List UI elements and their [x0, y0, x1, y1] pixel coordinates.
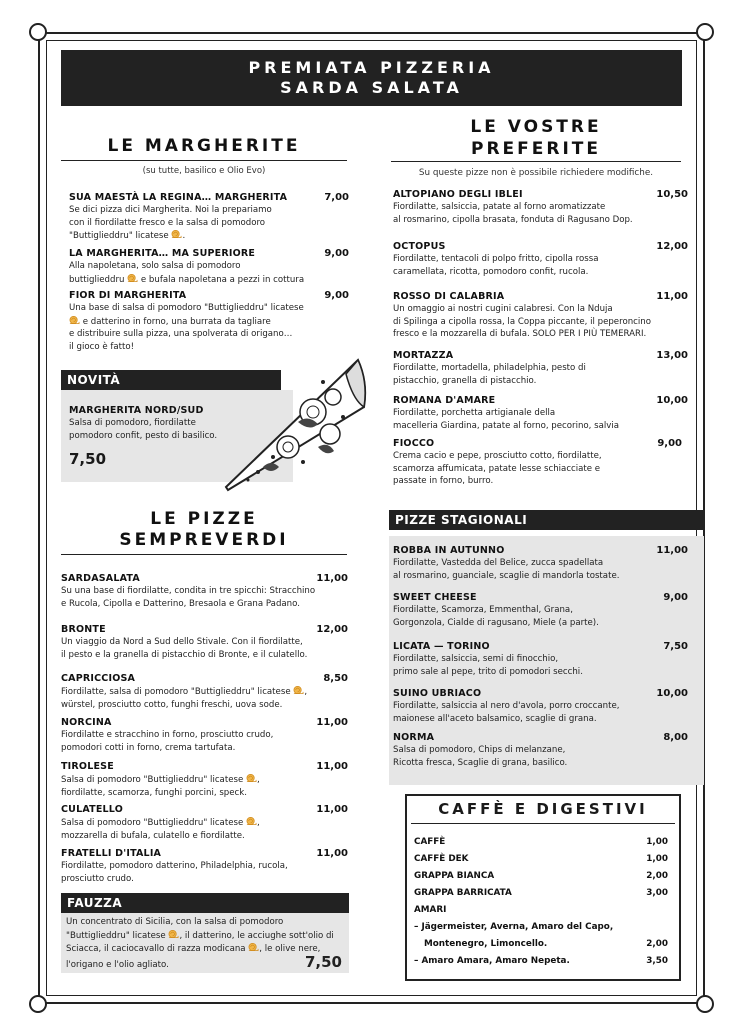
- list-item: [393, 291, 688, 341]
- item-description: Alla napoletana, solo salsa di pomodoro buttiglieddru e bufala napoletana a pezzi in cottura: [69, 261, 305, 285]
- list-item: [393, 350, 688, 387]
- item-price: 8,50: [323, 673, 348, 684]
- item-name: LA MARGHERITA… MA SUPERIORE: [69, 248, 256, 259]
- divider: [61, 160, 347, 161]
- list-item: – Jägermeister, Averna, Amaro del Capo,: [414, 922, 614, 932]
- item-description: Crema cacio e pepe, prosciutto cotto, fiordilatte, scamorza affumicata, patate lesse schiacciate e passate in forno, burro.: [393, 451, 602, 487]
- margherite-note: (su tutte, basilico e Olio Evo): [142, 166, 266, 176]
- header-line2: SARDA SALATA: [280, 78, 463, 97]
- item-description: Fiordilatte, mortadella, philadelphia, pesto di pistacchio, granella di pistacchio.: [393, 363, 586, 386]
- divider: [391, 161, 681, 162]
- item-price: 7,50: [69, 450, 107, 469]
- list-item: [393, 395, 688, 432]
- item-name: ROMANA D'AMARE: [393, 395, 496, 406]
- item-price: 7,50: [663, 641, 688, 652]
- item-description: Una base di salsa di pomodoro "Buttiglieddru" licatese e datterino in forno, una burrata da tagliare e distribuire sulla pizza, una spolverata di origano… il gioco è fatto!: [69, 303, 304, 352]
- margherite-title: LE MARGHERITE: [107, 136, 301, 156]
- item-price: 13,00: [656, 350, 688, 361]
- list-item: GRAPPA BARRICATA 3,00: [414, 888, 668, 898]
- pizza-slice-illustration: [218, 352, 370, 494]
- item-price: 10,50: [656, 189, 688, 200]
- item-name: CULATELLO: [61, 804, 123, 815]
- item-name: BRONTE: [61, 624, 106, 635]
- list-item: [393, 189, 688, 226]
- list-item: CAFFÈ 1,00: [414, 837, 668, 847]
- item-description: Un viaggio da Nord a Sud dello Stivale. Con il fiordilatte, il pesto e la granella di pistacchio di Bronte, e il culatello.: [61, 637, 308, 660]
- item-name: SARDASALATA: [61, 573, 140, 584]
- list-item: [61, 804, 348, 842]
- item-name: FIOR DI MARGHERITA: [69, 290, 187, 301]
- item-price: 11,00: [316, 804, 348, 815]
- item-name: TIROLESE: [61, 761, 114, 772]
- item-description: Fiordilatte, Vastedda del Belice, zucca spadellata al rosmarino, guanciale, scaglie di mandorla tostate.: [393, 558, 620, 581]
- novita-label: NOVITÀ: [61, 370, 281, 390]
- item-price: 11,00: [316, 573, 348, 584]
- item-price: 11,00: [316, 761, 348, 772]
- snail-icon: [168, 929, 179, 939]
- stagionali-label: PIZZE STAGIONALI: [389, 510, 704, 530]
- item-price: 10,00: [656, 395, 688, 406]
- item-description: Fiordilatte e stracchino in forno, prosciutto crudo, pomodori cotti in forno, crema tartufata.: [61, 730, 274, 753]
- list-item: [393, 641, 688, 678]
- item-name: ROSSO DI CALABRIA: [393, 291, 505, 302]
- divider: [411, 823, 675, 824]
- snail-icon: [127, 273, 138, 283]
- item-description: Fiordilatte, porchetta artigianale della macelleria Giardina, patate al forno, pecorino, salvia: [393, 408, 619, 431]
- item-price: 12,00: [316, 624, 348, 635]
- snail-icon: [246, 816, 257, 826]
- item-description: Fiordilatte, tentacoli di polpo fritto, cipolla rossa caramellata, ricotta, pomodoro confit, rucola.: [393, 254, 599, 277]
- item-price: 10,00: [656, 688, 688, 699]
- list-item: [393, 688, 688, 725]
- item-description: Fiordilatte, salsiccia, semi di finocchio, primo sale al pepe, trito di pomodori secchi.: [393, 654, 583, 677]
- item-name: MORTAZZA: [393, 350, 454, 361]
- item-name: LICATA — TORINO: [393, 641, 490, 652]
- list-item: [61, 673, 348, 711]
- corner-ornament: [29, 23, 47, 41]
- header-line1: PREMIATA PIZZERIA: [248, 58, 495, 77]
- item-description: Fiordilatte, pomodoro datterino, Philadelphia, rucola, prosciutto crudo.: [61, 861, 288, 884]
- item-description: Salsa di pomodoro "Buttiglieddru" licatese , fiordilatte, scamorza, funghi porcini, speck.: [61, 775, 260, 798]
- item-description: Un omaggio ai nostri cugini calabresi. Con la Nduja di Spilinga a cipolla rossa, la Coppa piccante, il peperoncino fresco e la mozzarella di bufala. SOLO PER I PIÙ TEMERARI.: [393, 304, 651, 340]
- list-item: [61, 624, 348, 661]
- item-description: Fiordilatte, Scamorza, Emmenthal, Grana, Gorgonzola, Cialde di ragusano, Miele (a parte).: [393, 605, 599, 628]
- list-item: [393, 592, 688, 629]
- item-name: NORCINA: [61, 717, 112, 728]
- snail-icon: [248, 942, 259, 952]
- list-item: [61, 717, 348, 754]
- item-price: 7,00: [324, 192, 349, 203]
- item-price: 9,00: [657, 438, 682, 449]
- list-item: [61, 848, 348, 885]
- item-description: Fiordilatte, salsiccia al nero d'avola, porro croccante, maionese all'aceto balsamico, scaglie di grana.: [393, 701, 620, 724]
- fauzza-label: FAUZZA: [61, 893, 349, 913]
- list-item: [69, 248, 349, 286]
- item-price: 11,00: [656, 291, 688, 302]
- item-price: 11,00: [316, 717, 348, 728]
- snail-icon: [69, 315, 80, 325]
- item-price: 7,50: [304, 952, 342, 971]
- item-name: SWEET CHEESE: [393, 592, 477, 603]
- list-item: [61, 573, 348, 610]
- item-price: 9,00: [663, 592, 688, 603]
- divider: [61, 554, 347, 555]
- snail-icon: [171, 229, 182, 239]
- item-price: 11,00: [316, 848, 348, 859]
- item-description: Salsa di pomodoro, fiordilatte pomodoro confit, pesto di basilico.: [69, 418, 218, 441]
- item-name: ALTOPIANO DEGLI IBLEI: [393, 189, 523, 200]
- preferite-note: Su queste pizze non è possibile richiedere modifiche.: [418, 168, 654, 178]
- list-item: [393, 241, 688, 278]
- item-name: MARGHERITA NORD/SUD: [69, 405, 204, 416]
- item-price: 8,00: [663, 732, 688, 743]
- list-item: [61, 761, 348, 799]
- item-price: 9,00: [324, 248, 349, 259]
- item-description: Fiordilatte, salsiccia, patate al forno aromatizzate al rosmarino, cipolla brasata, fonduta di Ragusano Dop.: [393, 202, 633, 225]
- item-name: FIOCCO: [393, 438, 435, 449]
- item-name: CAPRICCIOSA: [61, 673, 136, 684]
- sempreverdi-title-2: SEMPREVERDI: [119, 530, 289, 550]
- menu-header: [61, 50, 682, 106]
- item-price: 12,00: [656, 241, 688, 252]
- item-name: SUA MAESTÀ LA REGINA… MARGHERITA: [69, 192, 288, 203]
- list-item: Montenegro, Limoncello. 2,00: [424, 939, 668, 949]
- list-item: AMARI: [414, 905, 447, 915]
- item-description: Se dici pizza dici Margherita. Noi la prepariamo con il fiordilatte fresco e la salsa di pomodoro "Buttiglieddru" licatese .: [69, 205, 272, 242]
- item-description: Salsa di pomodoro, Chips di melanzane, Ricotta fresca, Scaglie di grana, basilico.: [393, 745, 568, 768]
- sempreverdi-title-1: LE PIZZE: [150, 509, 258, 529]
- list-item: – Amaro Amara, Amaro Nepeta. 3,50: [414, 956, 668, 966]
- item-name: NORMA: [393, 732, 435, 743]
- list-item: [69, 290, 349, 353]
- list-item: [393, 545, 688, 582]
- fauzza-description: Un concentrato di Sicilia, con la salsa di pomodoro "Buttiglieddru" licatese , il datterino, le acciughe sott'olio di Sciacca, il caciocavallo di razza modicana , le olive nere, l'origano e l'olio agliato. 7,50: [66, 917, 342, 971]
- snail-icon: [246, 773, 257, 783]
- corner-ornament: [696, 23, 714, 41]
- item-name: ROBBA IN AUTUNNO: [393, 545, 505, 556]
- item-price: 11,00: [656, 545, 688, 556]
- item-name: FRATELLI D'ITALIA: [61, 848, 162, 859]
- list-item: [393, 438, 688, 488]
- item-name: OCTOPUS: [393, 241, 446, 252]
- preferite-title-2: PREFERITE: [470, 139, 601, 159]
- list-item: [69, 192, 349, 243]
- item-description: Salsa di pomodoro "Buttiglieddru" licatese , mozzarella di bufala, culatello e fiordilatte.: [61, 818, 260, 841]
- item-name: SUINO UBRIACO: [393, 688, 482, 699]
- preferite-title-1: LE VOSTRE: [470, 117, 602, 137]
- item-description: Fiordilatte, salsa di pomodoro "Buttiglieddru" licatese , würstel, prosciutto cotto, funghi freschi, uova sode.: [61, 687, 308, 710]
- corner-ornament: [696, 995, 714, 1013]
- caffe-title: CAFFÈ E DIGESTIVI: [438, 800, 648, 818]
- corner-ornament: [29, 995, 47, 1013]
- list-item: [393, 732, 688, 769]
- snail-icon: [293, 685, 304, 695]
- list-item: CAFFÈ DEK 1,00: [414, 854, 668, 864]
- item-description: Su una base di fiordilatte, condita in tre spicchi: Stracchino e Rucola, Cipolla e Datterino, Bresaola e Grana Padano.: [61, 586, 316, 609]
- item-price: 9,00: [324, 290, 349, 301]
- list-item: GRAPPA BIANCA 2,00: [414, 871, 668, 881]
